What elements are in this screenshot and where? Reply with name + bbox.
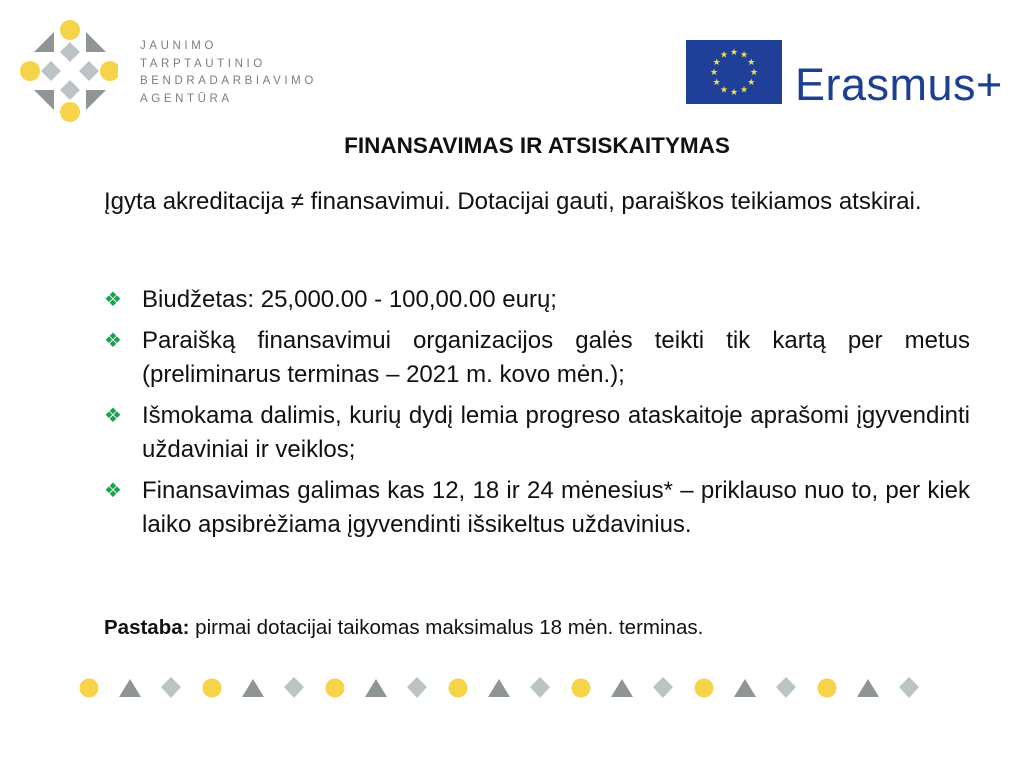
slide-title: FINANSAVIMAS IR ATSISKAITYMAS <box>344 133 730 158</box>
footer-triangle-icon <box>611 679 633 697</box>
footer-circle-icon <box>695 679 714 698</box>
agency-name <box>140 38 317 108</box>
list-item-text: Išmokama dalimis, kurių dydį lemia progreso ataskaitoje aprašomi įgyvendinti uždaviniai ir veiklos; <box>142 402 970 463</box>
note-label: Pastaba: <box>104 616 190 639</box>
eu-flag-icon <box>686 40 782 104</box>
eu-star-icon: ★ <box>719 84 729 95</box>
eu-star-icon: ★ <box>729 47 739 57</box>
eu-star-icon: ★ <box>749 67 759 77</box>
eu-star-icon: ★ <box>719 49 729 60</box>
footer-diamond-icon <box>776 677 796 698</box>
eu-star-icon: ★ <box>739 84 749 95</box>
agency-line: AGENTŪRA <box>140 92 233 105</box>
footer-triangle-icon <box>488 679 510 697</box>
eu-star-icon: ★ <box>712 77 721 87</box>
footer-diamond-icon <box>284 677 304 698</box>
eu-star-icon: ★ <box>747 57 756 67</box>
list-item-text: Finansavimas galimas kas 12, 18 ir 24 mėnesius* – priklauso nuo to, per kiek laiko apsibrėžiama įgyvendinti išsikeltus uždavinius. <box>142 477 970 538</box>
eu-star-icon: ★ <box>709 67 719 77</box>
footer-diamond-icon <box>653 677 673 698</box>
eu-star-icon: ★ <box>739 49 749 60</box>
intro-text: Įgyta akreditacija ≠ finansavimui. Dotacijai gauti, paraiškos teikiamos atskirai. <box>104 188 922 215</box>
footer-circle-icon <box>449 679 468 698</box>
list-item-text: Paraišką finansavimui organizacijos galės teikti tik kartą per metus (preliminarus terminas – 2021 m. kovo mėn.); <box>142 327 970 388</box>
footer-triangle-icon <box>857 679 879 697</box>
list-item <box>104 399 970 467</box>
note-text: pirmai dotacijai taikomas maksimalus 18 mėn. terminas. <box>189 616 704 639</box>
footer-circle-icon <box>572 679 591 698</box>
diamond-bullet-icon: ❖ <box>104 480 122 502</box>
footer-circle-icon <box>80 679 99 698</box>
diamond-bullet-icon: ❖ <box>104 289 122 311</box>
bullet-list <box>104 283 970 549</box>
agency-line: JAUNIMO <box>140 40 217 52</box>
footer-diamond-icon <box>407 677 427 698</box>
eu-star-icon: ★ <box>729 87 739 97</box>
agency-line: BENDRADARBIAVIMO <box>140 75 317 87</box>
footer-triangle-icon <box>365 679 387 697</box>
list-item-text: Biudžetas: 25,000.00 - 100,00.00 eurų; <box>142 286 557 313</box>
list-item <box>104 474 970 542</box>
footer-circle-icon <box>818 679 837 698</box>
footer-circle-icon <box>326 679 345 698</box>
footer-triangle-icon <box>242 679 264 697</box>
list-item <box>104 324 970 392</box>
agency-logo-icon <box>18 18 118 122</box>
list-item <box>104 283 970 317</box>
footer-triangle-icon <box>119 679 141 697</box>
erasmus-logo: Erasmus+ <box>795 59 1003 110</box>
footer-triangle-icon <box>734 679 756 697</box>
diamond-bullet-icon: ❖ <box>104 330 122 352</box>
footer-decoration <box>0 670 1024 710</box>
agency-line: TARPTAUTINIO <box>140 57 266 70</box>
eu-star-icon: ★ <box>712 57 721 67</box>
note <box>104 616 703 640</box>
footer-diamond-icon <box>161 677 181 698</box>
footer-circle-icon <box>203 679 222 698</box>
eu-star-icon: ★ <box>747 77 756 87</box>
diamond-bullet-icon: ❖ <box>104 405 122 427</box>
footer-diamond-icon <box>899 677 919 698</box>
footer-diamond-icon <box>530 677 550 698</box>
